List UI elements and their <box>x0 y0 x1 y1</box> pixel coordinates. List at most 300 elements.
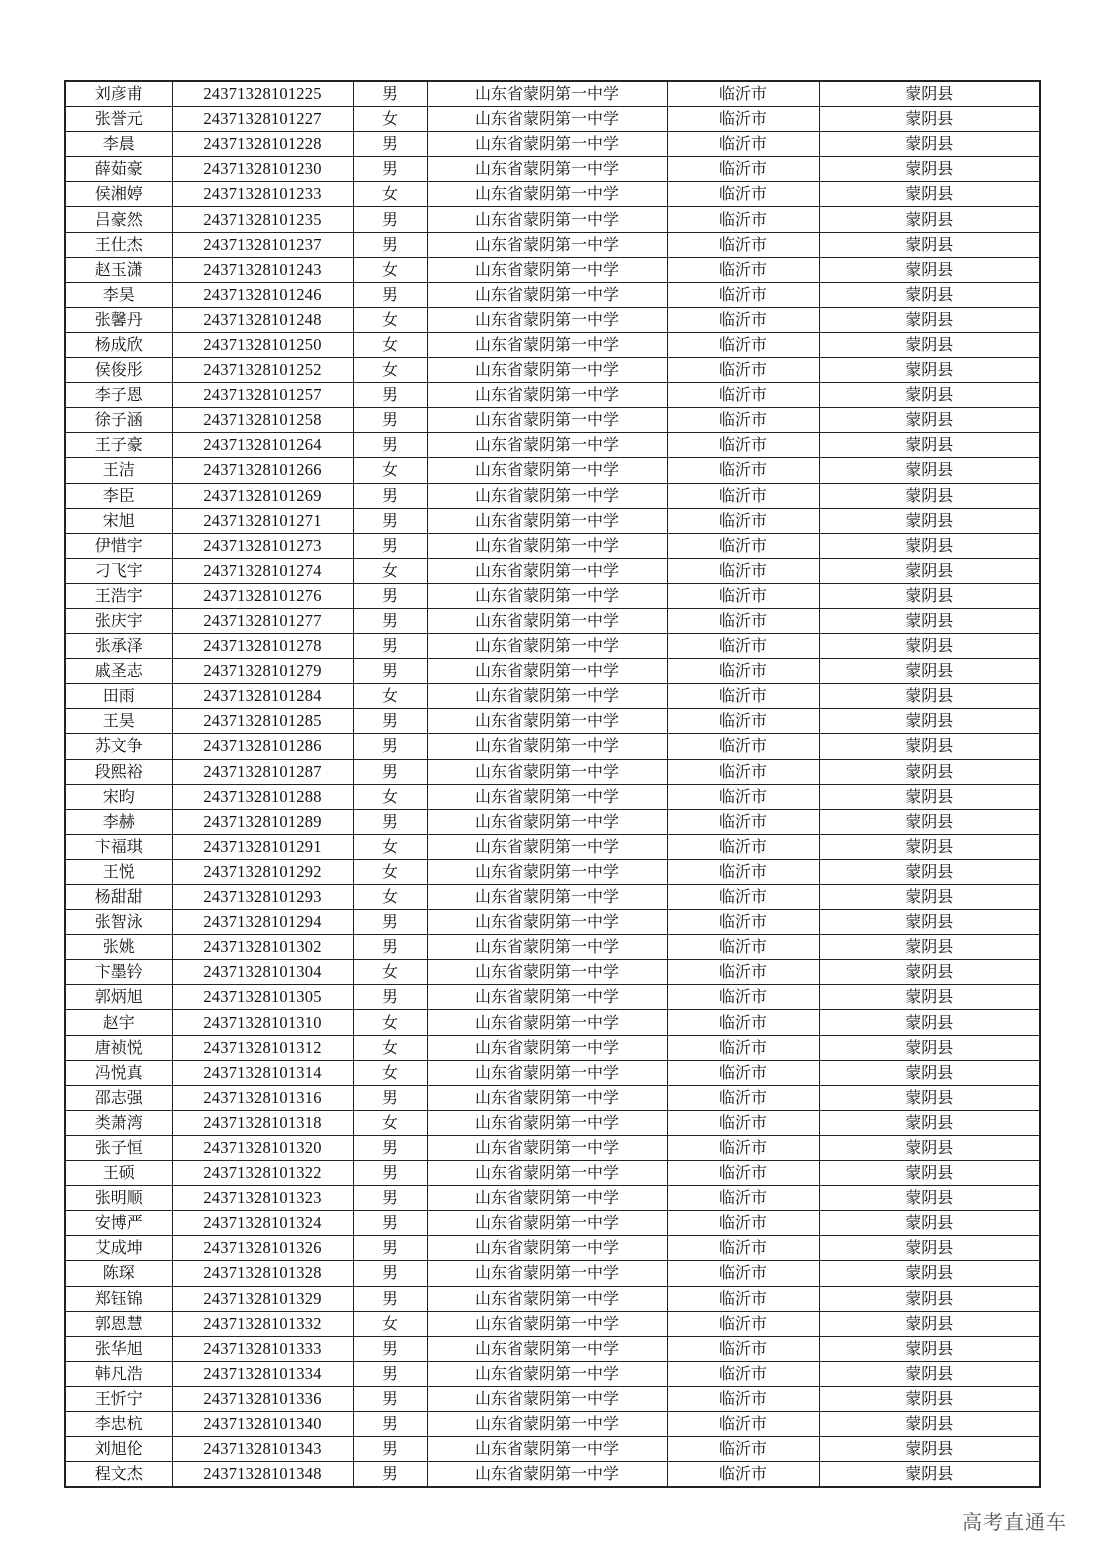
roster-body <box>65 81 1040 1487</box>
gender-cell: 男 <box>353 709 427 734</box>
name-cell: 张馨丹 <box>65 307 172 332</box>
city-cell: 临沂市 <box>667 207 819 232</box>
name-cell: 苏文争 <box>65 734 172 759</box>
school-cell: 山东省蒙阴第一中学 <box>427 1336 667 1361</box>
school-cell: 山东省蒙阴第一中学 <box>427 533 667 558</box>
exam-id-cell: 24371328101348 <box>172 1462 353 1488</box>
table-row <box>65 433 1040 458</box>
table-row <box>65 1110 1040 1135</box>
name-cell: 薛茹豪 <box>65 157 172 182</box>
exam-id-cell: 24371328101334 <box>172 1361 353 1386</box>
gender-cell: 男 <box>353 433 427 458</box>
city-cell: 临沂市 <box>667 358 819 383</box>
school-cell: 山东省蒙阴第一中学 <box>427 1135 667 1160</box>
city-cell: 临沂市 <box>667 307 819 332</box>
name-cell: 张华旭 <box>65 1336 172 1361</box>
table-row <box>65 734 1040 759</box>
school-cell: 山东省蒙阴第一中学 <box>427 709 667 734</box>
county-cell: 蒙阴县 <box>819 1135 1040 1160</box>
county-cell: 蒙阴县 <box>819 734 1040 759</box>
exam-id-cell: 24371328101271 <box>172 508 353 533</box>
city-cell: 临沂市 <box>667 182 819 207</box>
school-cell: 山东省蒙阴第一中学 <box>427 759 667 784</box>
school-cell: 山东省蒙阴第一中学 <box>427 1085 667 1110</box>
school-cell: 山东省蒙阴第一中学 <box>427 408 667 433</box>
table-row <box>65 182 1040 207</box>
gender-cell: 男 <box>353 985 427 1010</box>
city-cell: 临沂市 <box>667 809 819 834</box>
table-row <box>65 985 1040 1010</box>
table-row <box>65 1010 1040 1035</box>
city-cell: 临沂市 <box>667 508 819 533</box>
county-cell: 蒙阴县 <box>819 684 1040 709</box>
gender-cell: 男 <box>353 383 427 408</box>
exam-id-cell: 24371328101252 <box>172 358 353 383</box>
exam-id-cell: 24371328101333 <box>172 1336 353 1361</box>
school-cell: 山东省蒙阴第一中学 <box>427 859 667 884</box>
gender-cell: 男 <box>353 207 427 232</box>
table-row <box>65 508 1040 533</box>
county-cell: 蒙阴县 <box>819 1261 1040 1286</box>
city-cell: 临沂市 <box>667 608 819 633</box>
school-cell: 山东省蒙阴第一中学 <box>427 81 667 107</box>
gender-cell: 男 <box>353 734 427 759</box>
city-cell: 临沂市 <box>667 1085 819 1110</box>
name-cell: 冯悦真 <box>65 1060 172 1085</box>
gender-cell: 男 <box>353 483 427 508</box>
table-row <box>65 132 1040 157</box>
city-cell: 临沂市 <box>667 132 819 157</box>
county-cell: 蒙阴县 <box>819 282 1040 307</box>
county-cell: 蒙阴县 <box>819 1411 1040 1436</box>
name-cell: 张明顺 <box>65 1186 172 1211</box>
name-cell: 杨甜甜 <box>65 885 172 910</box>
school-cell: 山东省蒙阴第一中学 <box>427 1186 667 1211</box>
school-cell: 山东省蒙阴第一中学 <box>427 458 667 483</box>
gender-cell: 女 <box>353 1060 427 1085</box>
exam-id-cell: 24371328101284 <box>172 684 353 709</box>
gender-cell: 男 <box>353 583 427 608</box>
gender-cell: 男 <box>353 1211 427 1236</box>
school-cell: 山东省蒙阴第一中学 <box>427 1437 667 1462</box>
exam-id-cell: 24371328101287 <box>172 759 353 784</box>
city-cell: 临沂市 <box>667 1336 819 1361</box>
city-cell: 临沂市 <box>667 458 819 483</box>
city-cell: 临沂市 <box>667 282 819 307</box>
county-cell: 蒙阴县 <box>819 257 1040 282</box>
table-row <box>65 157 1040 182</box>
county-cell: 蒙阴县 <box>819 1085 1040 1110</box>
gender-cell: 男 <box>353 81 427 107</box>
city-cell: 临沂市 <box>667 1386 819 1411</box>
school-cell: 山东省蒙阴第一中学 <box>427 935 667 960</box>
exam-id-cell: 24371328101264 <box>172 433 353 458</box>
county-cell: 蒙阴县 <box>819 935 1040 960</box>
gender-cell: 女 <box>353 1010 427 1035</box>
exam-id-cell: 24371328101322 <box>172 1161 353 1186</box>
exam-id-cell: 24371328101316 <box>172 1085 353 1110</box>
school-cell: 山东省蒙阴第一中学 <box>427 910 667 935</box>
exam-id-cell: 24371328101274 <box>172 558 353 583</box>
county-cell: 蒙阴县 <box>819 508 1040 533</box>
city-cell: 临沂市 <box>667 759 819 784</box>
city-cell: 临沂市 <box>667 483 819 508</box>
county-cell: 蒙阴县 <box>819 458 1040 483</box>
city-cell: 临沂市 <box>667 935 819 960</box>
school-cell: 山东省蒙阴第一中学 <box>427 1035 667 1060</box>
table-row <box>65 1411 1040 1436</box>
table-row <box>65 834 1040 859</box>
school-cell: 山东省蒙阴第一中学 <box>427 1361 667 1386</box>
name-cell: 宋昀 <box>65 784 172 809</box>
name-cell: 刁飞宇 <box>65 558 172 583</box>
city-cell: 临沂市 <box>667 985 819 1010</box>
name-cell: 赵宇 <box>65 1010 172 1035</box>
exam-id-cell: 24371328101294 <box>172 910 353 935</box>
table-row <box>65 107 1040 132</box>
name-cell: 韩凡浩 <box>65 1361 172 1386</box>
gender-cell: 男 <box>353 1361 427 1386</box>
school-cell: 山东省蒙阴第一中学 <box>427 960 667 985</box>
gender-cell: 女 <box>353 960 427 985</box>
county-cell: 蒙阴县 <box>819 1336 1040 1361</box>
county-cell: 蒙阴县 <box>819 859 1040 884</box>
school-cell: 山东省蒙阴第一中学 <box>427 784 667 809</box>
school-cell: 山东省蒙阴第一中学 <box>427 383 667 408</box>
gender-cell: 女 <box>353 859 427 884</box>
exam-id-cell: 24371328101289 <box>172 809 353 834</box>
county-cell: 蒙阴县 <box>819 784 1040 809</box>
exam-id-cell: 24371328101235 <box>172 207 353 232</box>
city-cell: 临沂市 <box>667 408 819 433</box>
table-row <box>65 960 1040 985</box>
gender-cell: 女 <box>353 1311 427 1336</box>
gender-cell: 女 <box>353 885 427 910</box>
name-cell: 卞墨钤 <box>65 960 172 985</box>
table-row <box>65 709 1040 734</box>
table-row <box>65 759 1040 784</box>
table-row <box>65 282 1040 307</box>
school-cell: 山东省蒙阴第一中学 <box>427 985 667 1010</box>
school-cell: 山东省蒙阴第一中学 <box>427 734 667 759</box>
gender-cell: 男 <box>353 1462 427 1488</box>
exam-id-cell: 24371328101323 <box>172 1186 353 1211</box>
gender-cell: 女 <box>353 107 427 132</box>
name-cell: 李子恩 <box>65 383 172 408</box>
gender-cell: 女 <box>353 182 427 207</box>
exam-id-cell: 24371328101328 <box>172 1261 353 1286</box>
city-cell: 临沂市 <box>667 257 819 282</box>
gender-cell: 男 <box>353 508 427 533</box>
table-row <box>65 232 1040 257</box>
exam-id-cell: 24371328101302 <box>172 935 353 960</box>
exam-id-cell: 24371328101278 <box>172 634 353 659</box>
gender-cell: 男 <box>353 1286 427 1311</box>
student-roster-table <box>64 80 1041 1488</box>
table-row <box>65 558 1040 583</box>
name-cell: 王昊 <box>65 709 172 734</box>
gender-cell: 男 <box>353 408 427 433</box>
exam-id-cell: 24371328101243 <box>172 257 353 282</box>
school-cell: 山东省蒙阴第一中学 <box>427 659 667 684</box>
school-cell: 山东省蒙阴第一中学 <box>427 1211 667 1236</box>
exam-id-cell: 24371328101285 <box>172 709 353 734</box>
city-cell: 临沂市 <box>667 1135 819 1160</box>
name-cell: 卞福琪 <box>65 834 172 859</box>
table-row <box>65 1186 1040 1211</box>
table-row <box>65 332 1040 357</box>
school-cell: 山东省蒙阴第一中学 <box>427 232 667 257</box>
name-cell: 安博严 <box>65 1211 172 1236</box>
name-cell: 侯湘婷 <box>65 182 172 207</box>
exam-id-cell: 24371328101227 <box>172 107 353 132</box>
city-cell: 临沂市 <box>667 157 819 182</box>
table-row <box>65 81 1040 107</box>
table-row <box>65 634 1040 659</box>
gender-cell: 女 <box>353 332 427 357</box>
city-cell: 临沂市 <box>667 1261 819 1286</box>
county-cell: 蒙阴县 <box>819 408 1040 433</box>
county-cell: 蒙阴县 <box>819 107 1040 132</box>
exam-id-cell: 24371328101305 <box>172 985 353 1010</box>
county-cell: 蒙阴县 <box>819 332 1040 357</box>
name-cell: 李忠杭 <box>65 1411 172 1436</box>
table-row <box>65 910 1040 935</box>
county-cell: 蒙阴县 <box>819 1110 1040 1135</box>
county-cell: 蒙阴县 <box>819 307 1040 332</box>
city-cell: 临沂市 <box>667 533 819 558</box>
city-cell: 临沂市 <box>667 1236 819 1261</box>
school-cell: 山东省蒙阴第一中学 <box>427 608 667 633</box>
school-cell: 山东省蒙阴第一中学 <box>427 1010 667 1035</box>
name-cell: 类萧湾 <box>65 1110 172 1135</box>
table-row <box>65 1437 1040 1462</box>
county-cell: 蒙阴县 <box>819 433 1040 458</box>
gender-cell: 男 <box>353 659 427 684</box>
county-cell: 蒙阴县 <box>819 834 1040 859</box>
county-cell: 蒙阴县 <box>819 809 1040 834</box>
exam-id-cell: 24371328101273 <box>172 533 353 558</box>
gender-cell: 男 <box>353 910 427 935</box>
table-row <box>65 1161 1040 1186</box>
table-row <box>65 684 1040 709</box>
gender-cell: 男 <box>353 1161 427 1186</box>
name-cell: 赵玉潇 <box>65 257 172 282</box>
exam-id-cell: 24371328101277 <box>172 608 353 633</box>
name-cell: 王子豪 <box>65 433 172 458</box>
city-cell: 临沂市 <box>667 659 819 684</box>
school-cell: 山东省蒙阴第一中学 <box>427 684 667 709</box>
gender-cell: 男 <box>353 1236 427 1261</box>
exam-id-cell: 24371328101269 <box>172 483 353 508</box>
exam-id-cell: 24371328101248 <box>172 307 353 332</box>
table-row <box>65 1361 1040 1386</box>
school-cell: 山东省蒙阴第一中学 <box>427 1386 667 1411</box>
county-cell: 蒙阴县 <box>819 1060 1040 1085</box>
county-cell: 蒙阴县 <box>819 659 1040 684</box>
gender-cell: 女 <box>353 834 427 859</box>
exam-id-cell: 24371328101246 <box>172 282 353 307</box>
city-cell: 临沂市 <box>667 1186 819 1211</box>
name-cell: 刘旭伦 <box>65 1437 172 1462</box>
county-cell: 蒙阴县 <box>819 910 1040 935</box>
school-cell: 山东省蒙阴第一中学 <box>427 282 667 307</box>
name-cell: 唐祯悦 <box>65 1035 172 1060</box>
table-row <box>65 608 1040 633</box>
table-row <box>65 1386 1040 1411</box>
school-cell: 山东省蒙阴第一中学 <box>427 483 667 508</box>
county-cell: 蒙阴县 <box>819 383 1040 408</box>
name-cell: 郑钰锦 <box>65 1286 172 1311</box>
county-cell: 蒙阴县 <box>819 1186 1040 1211</box>
table-row <box>65 408 1040 433</box>
city-cell: 临沂市 <box>667 734 819 759</box>
city-cell: 临沂市 <box>667 859 819 884</box>
exam-id-cell: 24371328101237 <box>172 232 353 257</box>
gender-cell: 男 <box>353 282 427 307</box>
county-cell: 蒙阴县 <box>819 1211 1040 1236</box>
county-cell: 蒙阴县 <box>819 759 1040 784</box>
city-cell: 临沂市 <box>667 834 819 859</box>
school-cell: 山东省蒙阴第一中学 <box>427 1110 667 1135</box>
county-cell: 蒙阴县 <box>819 207 1040 232</box>
city-cell: 临沂市 <box>667 1311 819 1336</box>
exam-id-cell: 24371328101233 <box>172 182 353 207</box>
city-cell: 临沂市 <box>667 1211 819 1236</box>
school-cell: 山东省蒙阴第一中学 <box>427 885 667 910</box>
table-row <box>65 207 1040 232</box>
table-row <box>65 583 1040 608</box>
name-cell: 艾成坤 <box>65 1236 172 1261</box>
exam-id-cell: 24371328101250 <box>172 332 353 357</box>
name-cell: 李昊 <box>65 282 172 307</box>
exam-id-cell: 24371328101292 <box>172 859 353 884</box>
city-cell: 临沂市 <box>667 1060 819 1085</box>
school-cell: 山东省蒙阴第一中学 <box>427 809 667 834</box>
table-row <box>65 1311 1040 1336</box>
county-cell: 蒙阴县 <box>819 608 1040 633</box>
table-row <box>65 1336 1040 1361</box>
gender-cell: 男 <box>353 1411 427 1436</box>
school-cell: 山东省蒙阴第一中学 <box>427 358 667 383</box>
city-cell: 临沂市 <box>667 558 819 583</box>
table-row <box>65 307 1040 332</box>
name-cell: 张承泽 <box>65 634 172 659</box>
school-cell: 山东省蒙阴第一中学 <box>427 1311 667 1336</box>
name-cell: 王硕 <box>65 1161 172 1186</box>
exam-id-cell: 24371328101314 <box>172 1060 353 1085</box>
exam-id-cell: 24371328101291 <box>172 834 353 859</box>
table-row <box>65 809 1040 834</box>
city-cell: 临沂市 <box>667 709 819 734</box>
name-cell: 李晨 <box>65 132 172 157</box>
exam-id-cell: 24371328101320 <box>172 1135 353 1160</box>
table-row <box>65 1462 1040 1488</box>
school-cell: 山东省蒙阴第一中学 <box>427 433 667 458</box>
exam-id-cell: 24371328101230 <box>172 157 353 182</box>
county-cell: 蒙阴县 <box>819 157 1040 182</box>
city-cell: 临沂市 <box>667 1010 819 1035</box>
county-cell: 蒙阴县 <box>819 1035 1040 1060</box>
county-cell: 蒙阴县 <box>819 232 1040 257</box>
name-cell: 邵志强 <box>65 1085 172 1110</box>
gender-cell: 男 <box>353 157 427 182</box>
city-cell: 临沂市 <box>667 107 819 132</box>
exam-id-cell: 24371328101324 <box>172 1211 353 1236</box>
gender-cell: 男 <box>353 232 427 257</box>
exam-id-cell: 24371328101293 <box>172 885 353 910</box>
name-cell: 陈琛 <box>65 1261 172 1286</box>
name-cell: 王忻宁 <box>65 1386 172 1411</box>
city-cell: 临沂市 <box>667 1361 819 1386</box>
name-cell: 徐子涵 <box>65 408 172 433</box>
city-cell: 临沂市 <box>667 634 819 659</box>
exam-id-cell: 24371328101228 <box>172 132 353 157</box>
city-cell: 临沂市 <box>667 1411 819 1436</box>
table-row <box>65 1286 1040 1311</box>
name-cell: 田雨 <box>65 684 172 709</box>
city-cell: 临沂市 <box>667 684 819 709</box>
name-cell: 张子恒 <box>65 1135 172 1160</box>
school-cell: 山东省蒙阴第一中学 <box>427 182 667 207</box>
school-cell: 山东省蒙阴第一中学 <box>427 307 667 332</box>
gender-cell: 女 <box>353 358 427 383</box>
gender-cell: 男 <box>353 1386 427 1411</box>
county-cell: 蒙阴县 <box>819 1161 1040 1186</box>
exam-id-cell: 24371328101340 <box>172 1411 353 1436</box>
gender-cell: 男 <box>353 533 427 558</box>
gender-cell: 女 <box>353 558 427 583</box>
county-cell: 蒙阴县 <box>819 985 1040 1010</box>
gender-cell: 男 <box>353 1261 427 1286</box>
county-cell: 蒙阴县 <box>819 1010 1040 1035</box>
name-cell: 李赫 <box>65 809 172 834</box>
gender-cell: 男 <box>353 1336 427 1361</box>
city-cell: 临沂市 <box>667 885 819 910</box>
city-cell: 临沂市 <box>667 960 819 985</box>
table-row <box>65 1135 1040 1160</box>
county-cell: 蒙阴县 <box>819 1286 1040 1311</box>
school-cell: 山东省蒙阴第一中学 <box>427 1236 667 1261</box>
name-cell: 戚圣志 <box>65 659 172 684</box>
watermark-text: 高考直通车 <box>962 1510 1067 1534</box>
gender-cell: 男 <box>353 132 427 157</box>
name-cell: 郭恩慧 <box>65 1311 172 1336</box>
gender-cell: 男 <box>353 1437 427 1462</box>
city-cell: 临沂市 <box>667 910 819 935</box>
exam-id-cell: 24371328101343 <box>172 1437 353 1462</box>
county-cell: 蒙阴县 <box>819 1236 1040 1261</box>
exam-id-cell: 24371328101318 <box>172 1110 353 1135</box>
school-cell: 山东省蒙阴第一中学 <box>427 257 667 282</box>
school-cell: 山东省蒙阴第一中学 <box>427 1261 667 1286</box>
exam-id-cell: 24371328101257 <box>172 383 353 408</box>
county-cell: 蒙阴县 <box>819 1437 1040 1462</box>
name-cell: 王浩宇 <box>65 583 172 608</box>
gender-cell: 女 <box>353 257 427 282</box>
name-cell: 杨成欣 <box>65 332 172 357</box>
table-row <box>65 383 1040 408</box>
name-cell: 吕豪然 <box>65 207 172 232</box>
county-cell: 蒙阴县 <box>819 81 1040 107</box>
table-row <box>65 458 1040 483</box>
exam-id-cell: 24371328101310 <box>172 1010 353 1035</box>
city-cell: 临沂市 <box>667 332 819 357</box>
county-cell: 蒙阴县 <box>819 358 1040 383</box>
table-row <box>65 1085 1040 1110</box>
school-cell: 山东省蒙阴第一中学 <box>427 207 667 232</box>
county-cell: 蒙阴县 <box>819 709 1040 734</box>
